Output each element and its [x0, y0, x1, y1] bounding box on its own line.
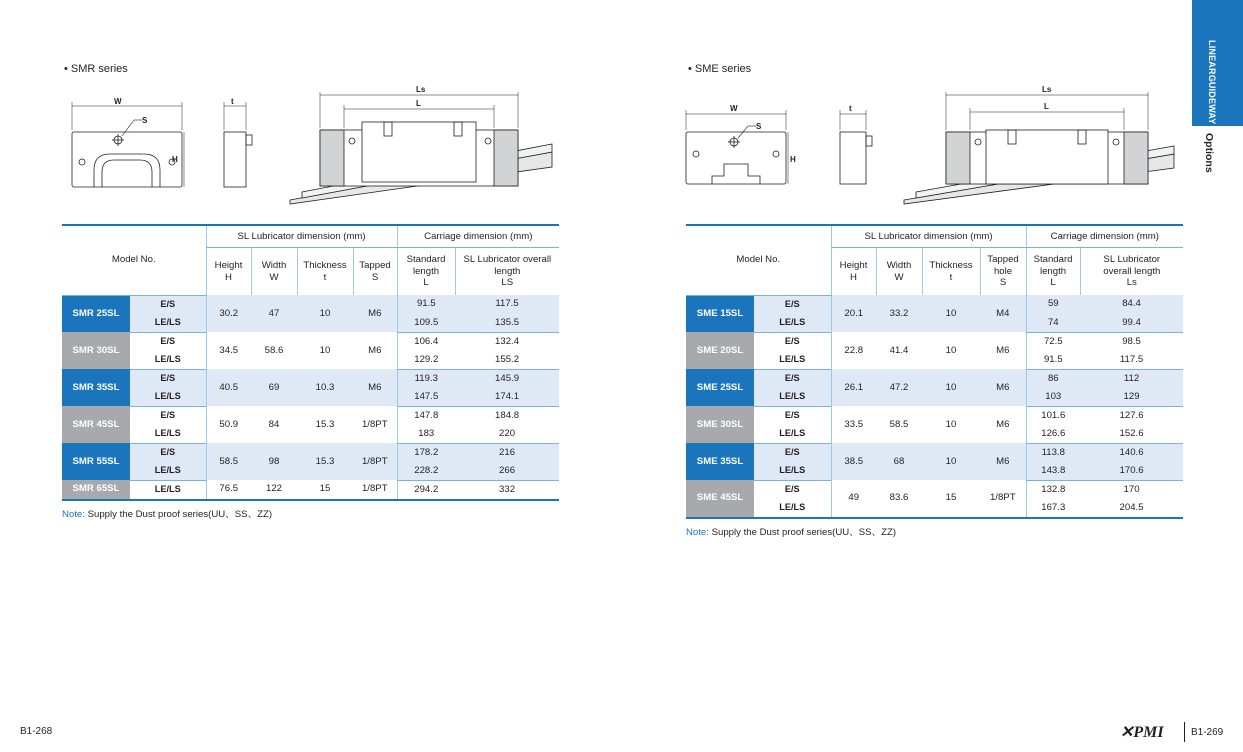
standard-length-cell: 294.2	[397, 480, 455, 500]
type-cell: E/S	[754, 443, 831, 462]
dim-t-label: t	[231, 97, 234, 106]
width-cell: 84	[251, 406, 297, 443]
thickness-header: Thickness t	[922, 248, 980, 296]
height-cell: 38.5	[831, 443, 876, 480]
type-cell: LE/LS	[130, 425, 206, 444]
width-cell: 98	[251, 443, 297, 480]
type-cell: E/S	[754, 295, 831, 314]
tapped-cell: M6	[980, 369, 1026, 406]
standard-length-cell: 143.8	[1026, 462, 1080, 481]
overall-length-cell: 112	[1080, 369, 1183, 388]
standard-length-cell: 228.2	[397, 462, 455, 481]
type-cell: E/S	[754, 480, 831, 499]
height-cell: 58.5	[206, 443, 251, 480]
model-no-header: Model No.	[62, 225, 206, 295]
table-row	[62, 443, 559, 462]
width-header: Width W	[876, 248, 922, 296]
overall-length-cell: 127.6	[1080, 406, 1183, 425]
thickness-cell: 15.3	[297, 406, 353, 443]
model-no-header: Model No.	[686, 225, 831, 295]
dim-ls-label: Ls	[416, 85, 426, 94]
table-row	[686, 369, 1183, 388]
tapped-cell: M6	[353, 332, 397, 369]
type-cell: LE/LS	[754, 351, 831, 370]
width-cell: 47.2	[876, 369, 922, 406]
type-cell: LE/LS	[754, 388, 831, 407]
width-cell: 68	[876, 443, 922, 480]
standard-length-cell: 147.5	[397, 388, 455, 407]
type-cell: LE/LS	[754, 314, 831, 333]
type-cell: LE/LS	[130, 388, 206, 407]
smr-note	[62, 506, 272, 520]
table-row	[686, 406, 1183, 425]
type-cell: E/S	[130, 443, 206, 462]
section-tab	[1192, 0, 1243, 126]
sme-note	[686, 524, 896, 538]
overall-length-cell: 220	[455, 425, 559, 444]
tapped-cell: 1/8PT	[980, 480, 1026, 518]
smr-series-title: • SMR series	[64, 63, 128, 75]
standard-length-cell: 91.5	[397, 295, 455, 314]
width-cell: 83.6	[876, 480, 922, 518]
overall-length-cell: 266	[455, 462, 559, 481]
options-label: Options	[1203, 133, 1215, 173]
model-cell: SME 25SL	[686, 369, 754, 406]
table-row	[686, 480, 1183, 499]
standard-length-cell: 113.8	[1026, 443, 1080, 462]
type-cell: E/S	[754, 332, 831, 351]
type-cell: E/S	[754, 369, 831, 388]
thickness-header: Thickness t	[297, 248, 353, 296]
dim-l-label: L	[1044, 102, 1049, 111]
sme-spec-table	[686, 224, 1183, 519]
width-header: Width W	[251, 248, 297, 296]
note-label: Note:	[62, 509, 85, 520]
type-cell: LE/LS	[130, 314, 206, 333]
standard-length-cell: 59	[1026, 295, 1080, 314]
note-text: Supply the Dust proof series(UU、SS、ZZ)	[84, 509, 273, 520]
height-cell: 40.5	[206, 369, 251, 406]
table-row	[686, 443, 1183, 462]
model-cell: SMR 25SL	[62, 295, 130, 332]
thickness-cell: 10	[922, 295, 980, 332]
thickness-cell: 10	[297, 295, 353, 332]
front-view-drawing	[686, 110, 788, 184]
overall-length-cell: 98.5	[1080, 332, 1183, 351]
model-cell: SMR 30SL	[62, 332, 130, 369]
standard-length-header: Standard length L	[1026, 248, 1080, 296]
standard-length-cell: 147.8	[397, 406, 455, 425]
type-cell: E/S	[130, 332, 206, 351]
section-tab-label: LINEARGUIDEWAY	[1207, 40, 1217, 125]
table-row	[62, 295, 559, 314]
height-cell: 26.1	[831, 369, 876, 406]
type-cell: LE/LS	[130, 351, 206, 370]
tapped-cell: M6	[980, 443, 1026, 480]
tapped-cell: M6	[980, 406, 1026, 443]
note-label: Note:	[686, 527, 709, 538]
overall-length-cell: 170.6	[1080, 462, 1183, 481]
width-cell: 47	[251, 295, 297, 332]
note-text: Supply the Dust proof series(UU、SS、ZZ)	[708, 527, 897, 538]
dim-h-label: H	[790, 155, 796, 164]
overall-length-cell: 184.8	[455, 406, 559, 425]
model-cell: SME 35SL	[686, 443, 754, 480]
front-view-drawing	[72, 102, 184, 187]
overall-length-cell: 170	[1080, 480, 1183, 499]
width-cell: 58.6	[251, 332, 297, 369]
height-header: Height H	[831, 248, 876, 296]
standard-length-cell: 74	[1026, 314, 1080, 333]
tapped-cell: M6	[353, 295, 397, 332]
carriage-header: Carriage dimension (mm)	[1026, 225, 1183, 248]
model-cell: SMR 65SL	[62, 480, 130, 500]
type-cell: LE/LS	[130, 480, 206, 500]
footer-divider	[1184, 722, 1185, 742]
type-cell: E/S	[130, 406, 206, 425]
type-cell: LE/LS	[130, 462, 206, 481]
overall-length-cell: 132.4	[455, 332, 559, 351]
sl-lubricator-header: SL Lubricator dimension (mm)	[831, 225, 1026, 248]
dim-w-label: W	[114, 97, 122, 106]
height-cell: 33.5	[831, 406, 876, 443]
thickness-cell: 15.3	[297, 443, 353, 480]
width-cell: 58.5	[876, 406, 922, 443]
type-cell: LE/LS	[754, 499, 831, 518]
width-cell: 122	[251, 480, 297, 500]
overall-length-header: SL Lubricator overall length LS	[455, 248, 559, 296]
overall-length-cell: 152.6	[1080, 425, 1183, 444]
overall-length-cell: 140.6	[1080, 443, 1183, 462]
standard-length-cell: 167.3	[1026, 499, 1080, 518]
thickness-cell: 10	[297, 332, 353, 369]
width-cell: 69	[251, 369, 297, 406]
tapped-cell: 1/8PT	[353, 480, 397, 500]
height-cell: 30.2	[206, 295, 251, 332]
table-row	[62, 406, 559, 425]
dim-t-label: t	[849, 104, 852, 113]
standard-length-cell: 91.5	[1026, 351, 1080, 370]
overall-length-cell: 99.4	[1080, 314, 1183, 333]
table-row	[686, 295, 1183, 314]
side-view-drawing	[224, 102, 252, 187]
dim-l-label: L	[416, 99, 421, 108]
page-number-left: B1-268	[20, 726, 53, 737]
tapped-cell: 1/8PT	[353, 443, 397, 480]
height-cell: 22.8	[831, 332, 876, 369]
standard-length-cell: 103	[1026, 388, 1080, 407]
overall-length-cell: 216	[455, 443, 559, 462]
height-cell: 34.5	[206, 332, 251, 369]
dim-s-label: S	[142, 116, 148, 125]
sme-drawings	[684, 85, 1184, 207]
thickness-cell: 15	[922, 480, 980, 518]
thickness-cell: 10	[922, 443, 980, 480]
model-cell: SMR 35SL	[62, 369, 130, 406]
thickness-cell: 10	[922, 369, 980, 406]
model-cell: SME 15SL	[686, 295, 754, 332]
overall-length-cell: 174.1	[455, 388, 559, 407]
thickness-cell: 10.3	[297, 369, 353, 406]
standard-length-cell: 129.2	[397, 351, 455, 370]
overall-length-cell: 332	[455, 480, 559, 500]
overall-length-cell: 129	[1080, 388, 1183, 407]
model-cell: SME 30SL	[686, 406, 754, 443]
carriage-header: Carriage dimension (mm)	[397, 225, 559, 248]
height-cell: 49	[831, 480, 876, 518]
height-cell: 76.5	[206, 480, 251, 500]
thickness-cell: 10	[922, 332, 980, 369]
type-cell: LE/LS	[754, 462, 831, 481]
table-row	[686, 332, 1183, 351]
type-cell: E/S	[130, 295, 206, 314]
overall-length-cell: 117.5	[1080, 351, 1183, 370]
thickness-cell: 15	[297, 480, 353, 500]
sl-lubricator-header: SL Lubricator dimension (mm)	[206, 225, 397, 248]
overall-length-cell: 145.9	[455, 369, 559, 388]
standard-length-cell: 72.5	[1026, 332, 1080, 351]
pmi-logo: ✕PMI	[1120, 724, 1164, 741]
iso-view-drawing	[904, 92, 1174, 204]
thickness-cell: 10	[922, 406, 980, 443]
tapped-cell: M4	[980, 295, 1026, 332]
smr-drawings	[62, 85, 562, 207]
tapped-cell: M6	[353, 369, 397, 406]
tapped-hole-header: Tapped hole S	[980, 248, 1026, 296]
standard-length-cell: 86	[1026, 369, 1080, 388]
standard-length-header: Standard length L	[397, 248, 455, 296]
standard-length-cell: 183	[397, 425, 455, 444]
dim-h-label: H	[172, 155, 178, 164]
table-row	[62, 480, 559, 500]
standard-length-cell: 126.6	[1026, 425, 1080, 444]
tapped-header: Tapped S	[353, 248, 397, 296]
dim-ls-label: Ls	[1042, 85, 1052, 94]
standard-length-cell: 178.2	[397, 443, 455, 462]
sme-series-title: • SME series	[688, 63, 752, 75]
dim-s-label: S	[756, 122, 762, 131]
iso-view-drawing	[290, 92, 552, 204]
table-row	[62, 332, 559, 351]
overall-length-cell: 117.5	[455, 295, 559, 314]
model-cell: SMR 55SL	[62, 443, 130, 480]
type-cell: E/S	[754, 406, 831, 425]
tapped-cell: 1/8PT	[353, 406, 397, 443]
smr-spec-table	[62, 224, 559, 501]
height-header: Height H	[206, 248, 251, 296]
page-number-right: B1-269	[1191, 727, 1224, 738]
overall-length-cell: 135.5	[455, 314, 559, 333]
model-cell: SMR 45SL	[62, 406, 130, 443]
height-cell: 50.9	[206, 406, 251, 443]
overall-length-cell: 155.2	[455, 351, 559, 370]
standard-length-cell: 132.8	[1026, 480, 1080, 499]
standard-length-cell: 106.4	[397, 332, 455, 351]
width-cell: 33.2	[876, 295, 922, 332]
table-row	[62, 369, 559, 388]
overall-length-header: SL Lubricator overall length Ls	[1080, 248, 1183, 296]
side-view-drawing	[840, 110, 872, 184]
dim-w-label: W	[730, 104, 738, 113]
tapped-cell: M6	[980, 332, 1026, 369]
type-cell: LE/LS	[754, 425, 831, 444]
standard-length-cell: 119.3	[397, 369, 455, 388]
overall-length-cell: 204.5	[1080, 499, 1183, 518]
type-cell: E/S	[130, 369, 206, 388]
model-cell: SME 45SL	[686, 480, 754, 518]
standard-length-cell: 109.5	[397, 314, 455, 333]
standard-length-cell: 101.6	[1026, 406, 1080, 425]
model-cell: SME 20SL	[686, 332, 754, 369]
width-cell: 41.4	[876, 332, 922, 369]
height-cell: 20.1	[831, 295, 876, 332]
overall-length-cell: 84.4	[1080, 295, 1183, 314]
